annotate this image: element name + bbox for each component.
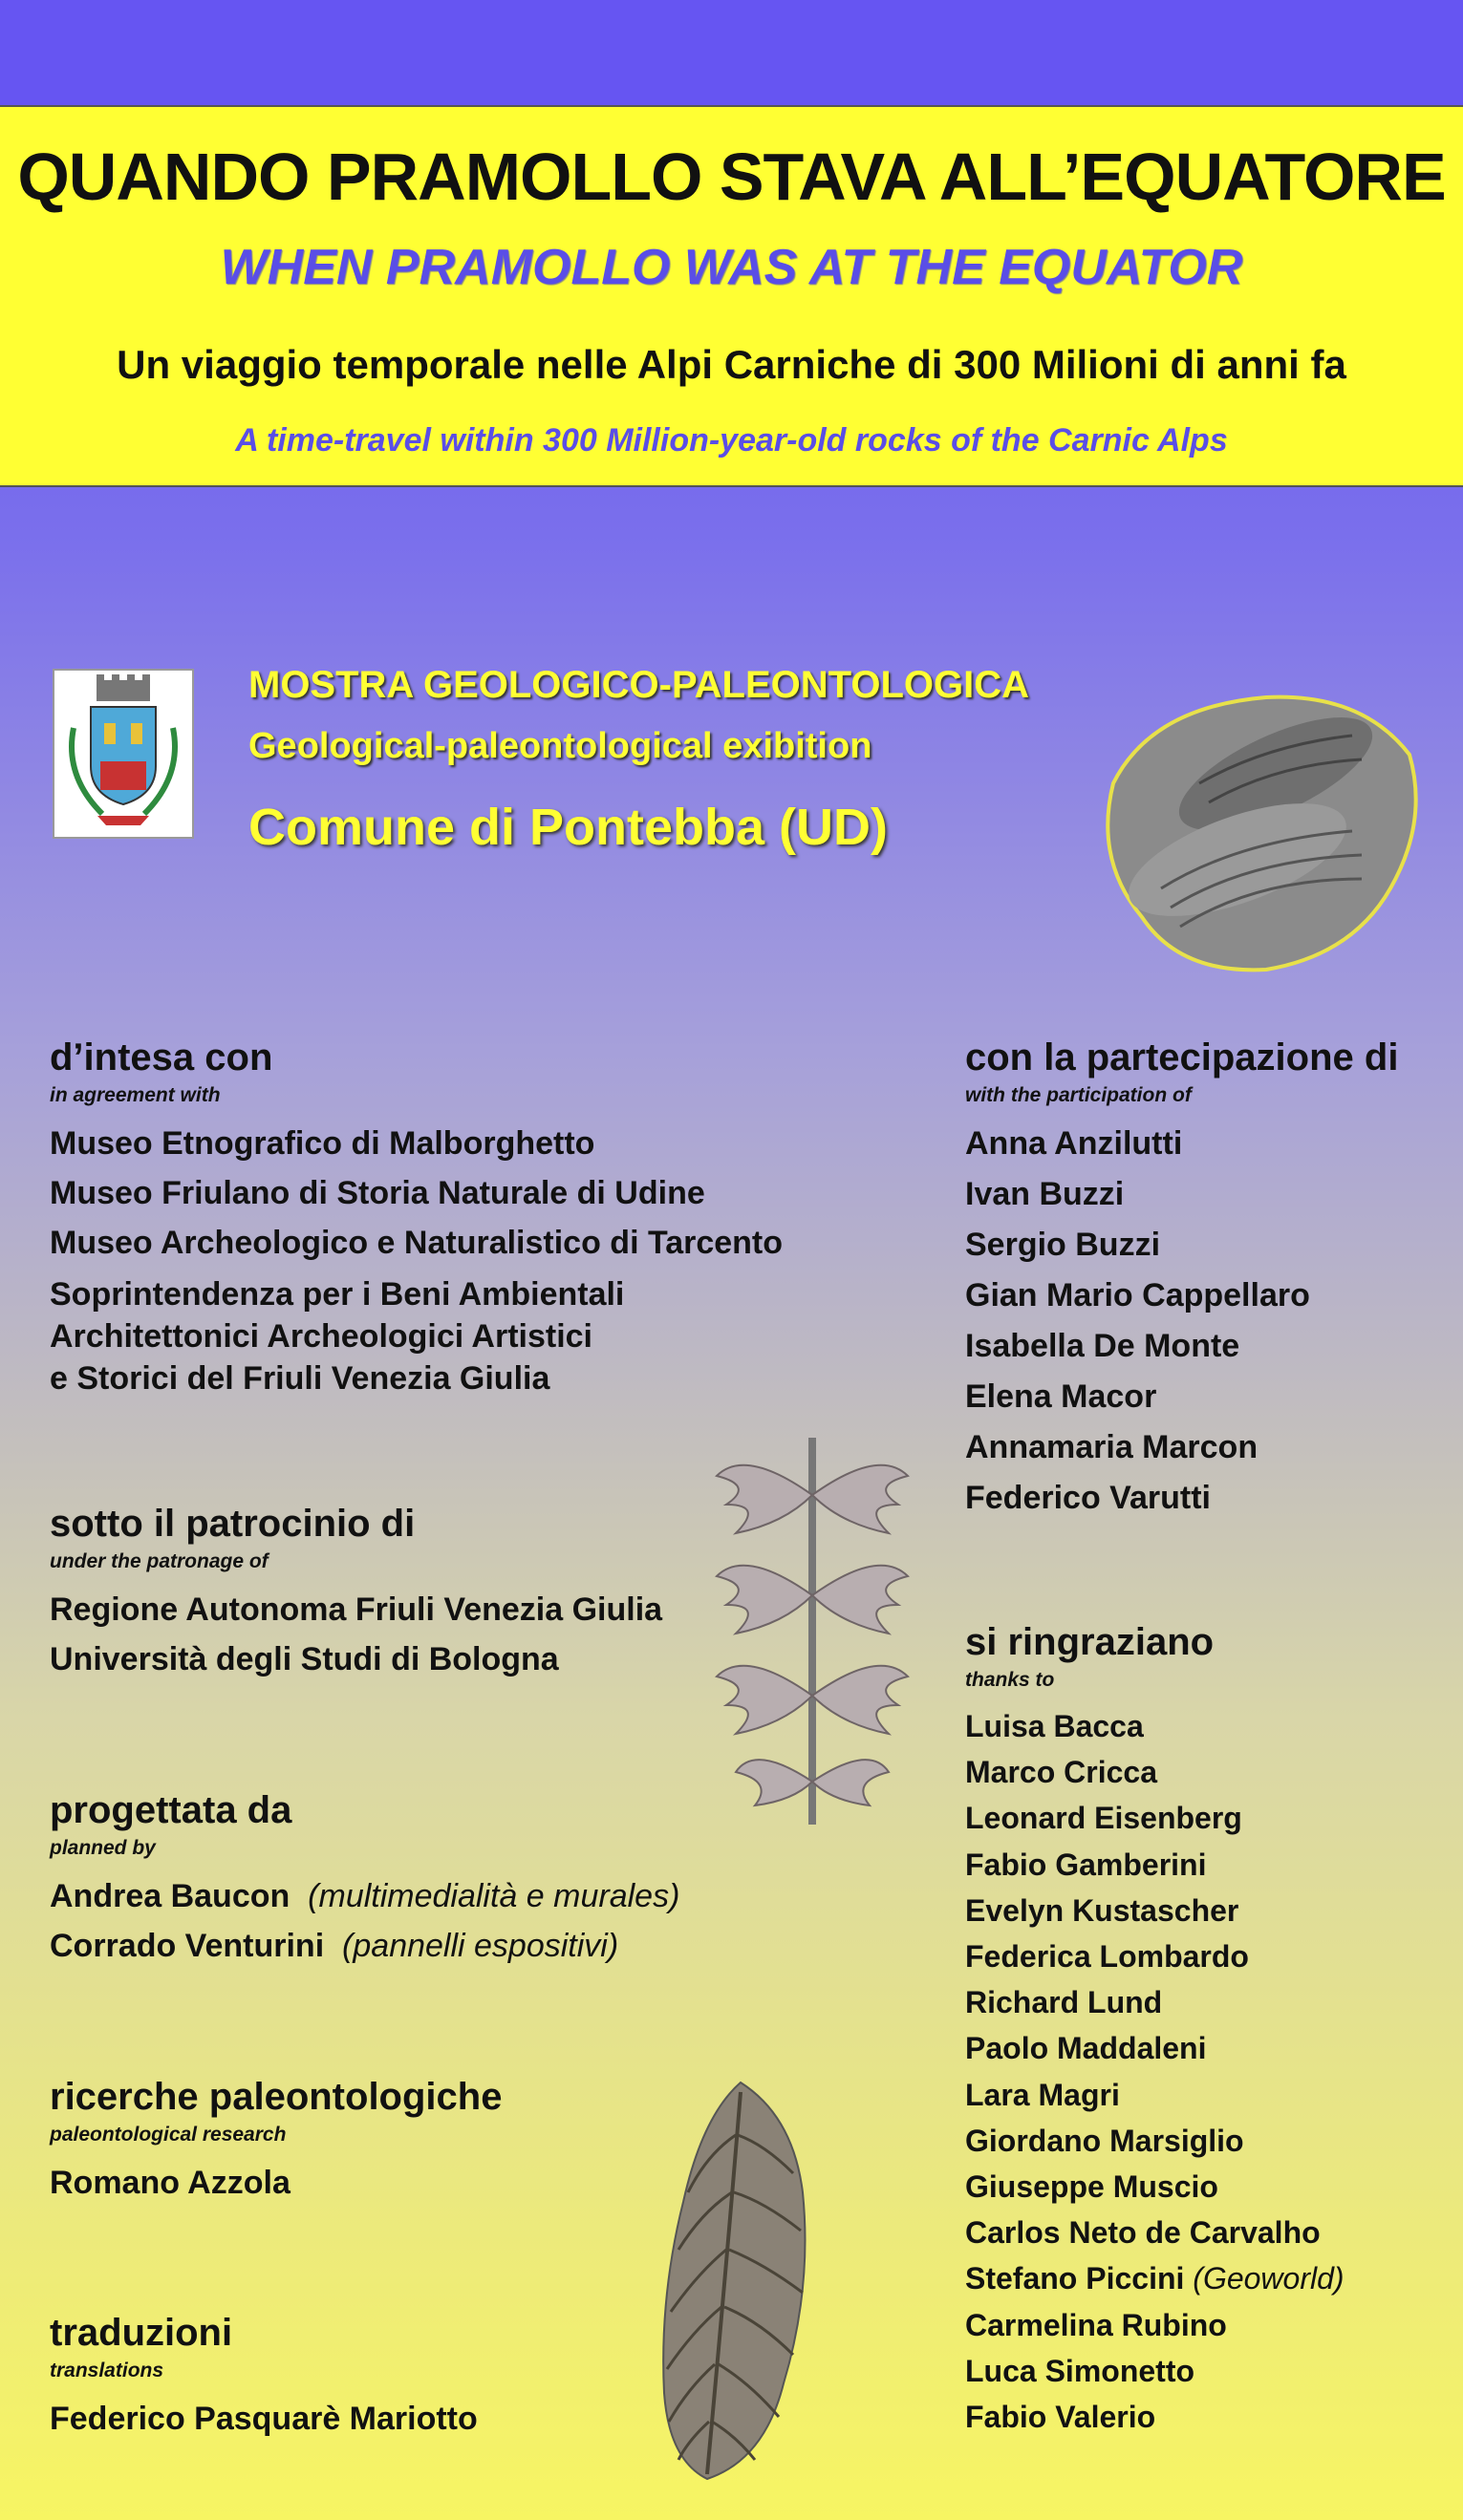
list-item: Anna Anzilutti bbox=[965, 1125, 1183, 1162]
list-item: Paolo Maddaleni bbox=[965, 2031, 1207, 2066]
list-item: Federico Varutti bbox=[965, 1480, 1211, 1516]
exhibition-english: Geological-paleontological exibition bbox=[248, 726, 872, 766]
list-item: Museo Friulano di Storia Naturale di Udine bbox=[50, 1175, 705, 1211]
trilobite-fossil-icon bbox=[1075, 669, 1429, 984]
list-item: Luca Simonetto bbox=[965, 2353, 1195, 2388]
section-subheading: paleontological research bbox=[50, 2124, 287, 2146]
section-heading: si ringraziano bbox=[965, 1621, 1215, 1663]
section-heading: ricerche paleontologiche bbox=[50, 2076, 503, 2118]
section-heading: sotto il patrocinio di bbox=[50, 1503, 416, 1545]
fern-leaf-fossil-icon bbox=[650, 2078, 822, 2484]
list-item: Evelyn Kustascher bbox=[965, 1892, 1239, 1928]
list-item: Luisa Bacca bbox=[965, 1709, 1144, 1743]
list-item bbox=[50, 1871, 679, 1921]
list-item-multiline bbox=[50, 1273, 783, 1399]
list-item: Ivan Buzzi bbox=[965, 1176, 1125, 1212]
list-item: Elena Macor bbox=[965, 1378, 1157, 1415]
person-role: (Geoworld) bbox=[1193, 2261, 1345, 2296]
list-item: Fabio Gamberini bbox=[965, 1847, 1207, 1882]
list-item: Università degli Studi di Bologna bbox=[50, 1641, 559, 1677]
title-italian: QUANDO PRAMOLLO STAVA ALL’EQUATORE bbox=[17, 139, 1446, 214]
section-traduzioni bbox=[50, 2312, 478, 2444]
list-item: Leonard Eisenberg bbox=[965, 1801, 1242, 1836]
subtitle-italian: Un viaggio temporale nelle Alpi Carniche di 300 Milioni di anni fa bbox=[117, 342, 1346, 387]
person-name: Corrado Venturini bbox=[50, 1928, 325, 1964]
list-item: Federica Lombardo bbox=[965, 1939, 1249, 1975]
person-name: Andrea Baucon bbox=[50, 1878, 290, 1914]
section-subheading: planned by bbox=[50, 1837, 156, 1859]
coat-of-arms-icon bbox=[53, 669, 194, 839]
list-item: Regione Autonoma Friuli Venezia Giulia bbox=[50, 1591, 663, 1628]
soprintendenza-line: e Storici del Friuli Venezia Giulia bbox=[50, 1360, 550, 1397]
section-subheading: in agreement with bbox=[50, 1084, 221, 1106]
section-ringraziano bbox=[965, 1621, 1345, 2440]
list-item: Isabella De Monte bbox=[965, 1328, 1240, 1364]
top-band bbox=[0, 0, 1463, 105]
person-name: Stefano Piccini bbox=[965, 2261, 1185, 2296]
section-intesa bbox=[50, 1036, 783, 1399]
section-subheading: with the participation of bbox=[965, 1084, 1192, 1106]
section-heading: con la partecipazione di bbox=[965, 1036, 1399, 1078]
list-item: Fabio Valerio bbox=[965, 2400, 1156, 2435]
list-item: Lara Magri bbox=[965, 2077, 1120, 2112]
section-patrocinio bbox=[50, 1503, 662, 1684]
section-partecipazione bbox=[965, 1036, 1398, 1524]
exhibition-title: MOSTRA GEOLOGICO-PALEONTOLOGICA bbox=[248, 664, 1030, 706]
subtitle-english: A time-travel within 300 Million-year-old rocks of the Carnic Alps bbox=[235, 422, 1228, 459]
soprintendenza-line: Soprintendenza per i Beni Ambientali bbox=[50, 1276, 625, 1313]
list-item: Romano Azzola bbox=[50, 2165, 290, 2201]
list-item: Giuseppe Muscio bbox=[965, 2169, 1218, 2205]
title-english: WHEN PRAMOLLO WAS AT THE EQUATOR bbox=[220, 240, 1243, 295]
list-item: Annamaria Marcon bbox=[965, 1429, 1259, 1465]
person-role: (pannelli espositivi) bbox=[342, 1928, 619, 1964]
section-subheading: translations bbox=[50, 2360, 164, 2381]
section-heading: d’intesa con bbox=[50, 1036, 273, 1078]
section-heading: traduzioni bbox=[50, 2312, 233, 2354]
list-item bbox=[50, 1921, 679, 1971]
person-role: (multimedialità e murales) bbox=[308, 1878, 680, 1914]
list-item: Federico Pasquarè Mariotto bbox=[50, 2401, 478, 2437]
list-item: Museo Archeologico e Naturalistico di Tarcento bbox=[50, 1225, 784, 1261]
list-item: Carmelina Rubino bbox=[965, 2307, 1227, 2342]
list-item: Marco Cricca bbox=[965, 1755, 1157, 1790]
list-item: Carlos Neto de Carvalho bbox=[965, 2215, 1321, 2251]
list-item: Richard Lund bbox=[965, 1985, 1163, 2020]
section-subheading: thanks to bbox=[965, 1669, 1055, 1691]
plant-fossil-icon bbox=[707, 1438, 917, 1825]
list-item: Giordano Marsiglio bbox=[965, 2123, 1244, 2158]
section-heading: progettata da bbox=[50, 1789, 292, 1831]
section-subheading: under the patronage of bbox=[50, 1550, 269, 1572]
comune-title: Comune di Pontebba (UD) bbox=[248, 799, 888, 856]
list-item bbox=[965, 2255, 1345, 2301]
section-ricerche bbox=[50, 2076, 502, 2208]
soprintendenza-line: Architettonici Archeologici Artistici bbox=[50, 1318, 593, 1355]
list-item: Sergio Buzzi bbox=[965, 1227, 1161, 1263]
list-item: Museo Etnografico di Malborghetto bbox=[50, 1125, 595, 1162]
section-progettata bbox=[50, 1789, 679, 1971]
list-item: Gian Mario Cappellaro bbox=[965, 1277, 1310, 1313]
